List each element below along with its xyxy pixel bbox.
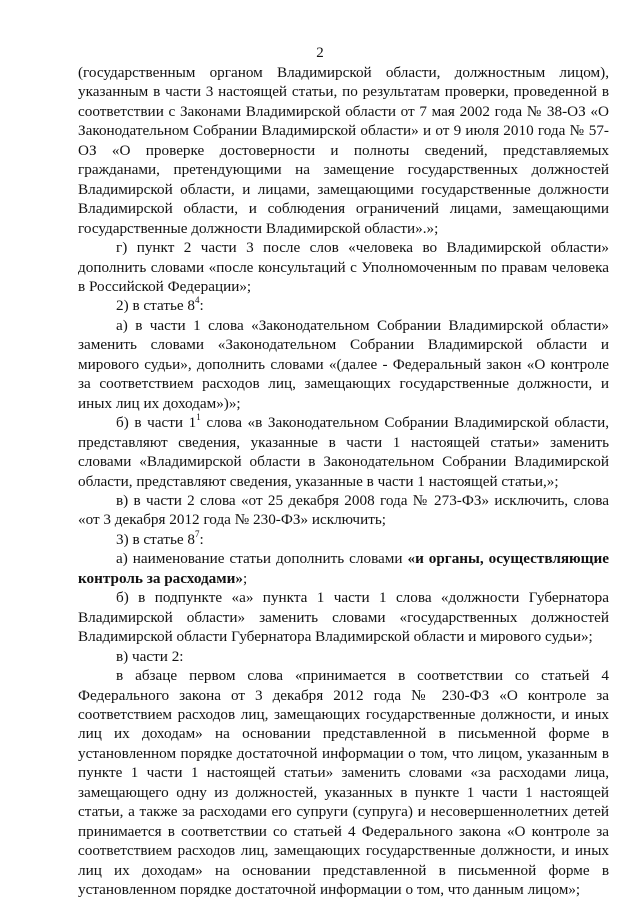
bold-insertion: «и органы, осуществляющие контроль за расходами» bbox=[78, 550, 609, 587]
paragraph-first-abzats: в абзаце первом слова «принимается в соответствии со статьей 4 Федерального закона от 3 декабря 2012 года № 230-ФЗ «О контроле за соответствием расходов лиц, замещающих государственные должности, и иных лиц их доходам» на основании представленной в письменной форме в установленном порядке достаточной информации о том, что лицом, указанным в пункте 1 части 1 настоящей статьи» заменить словами «за расходами лица, замещающего одну из должностей, указанных в пункте 1 части 1 настоящей статьи, а также за расходами его супруги (супруга) и несовершеннолетних детей принимается в соответствии со статьей 4 Федерального закона «О контроле за соответствием расходов лиц, замещающих государственные должности, и иных лиц их доходам» на основании представленной в письменной форме в установленном порядке достаточной информации о том, что данным лицом»; bbox=[78, 667, 609, 899]
paragraph-item-2a: а) в части 1 слова «Законодательном Собрании Владимирской области» заменить словами «Законодательном Собрании Владимирской области и мирового судьи», дополнить словами «(далее - Федеральный закон «О контроле за соответствием расходов лиц, замещающих государственные должности, и иных лиц их доходам»)»; bbox=[78, 316, 609, 412]
paragraph-item-2v: в) в части 2 слова «от 25 декабря 2008 года № 273-ФЗ» исключить, слова «от 3 декабря 2012 года № 230-ФЗ» исключить; bbox=[78, 491, 609, 529]
paragraph-continuation: (государственным органом Владимирской области, должностным лицом), указанным в части 3 настоящей статьи, по результатам проверки, проведенной в соответствии с Законами Владимирской области от 7 мая 2002 года № 38-ОЗ «О Законодательном Собрании Владимирской области» и от 9 июля 2010 года № 57-ОЗ «О проверке достоверности и полноты сведений, представляемых гражданами, претендующими на замещение государственных должностей Владимирской области, и лицами, замещающими государственные должности Владимирской области, и соблюдения ограничений лицами, замещающими государственные должности Владимирской области».»; bbox=[78, 64, 609, 237]
paragraph-item-3: 3) в статье $8^7$: bbox=[116, 528, 204, 548]
paragraph-item-3b: б) в подпункте «а» пункта 1 части 1 слова «должности Губернатора Владимирской области» заменить словами «государственных должностей Владимирской области Губернатора Владимирской области и мирового судьи»; bbox=[78, 589, 609, 646]
document-body bbox=[78, 63, 609, 899]
paragraph-item-3a: а) наименование статьи дополнить словами «и органы, осуществляющие контроль за расходами»; bbox=[78, 550, 609, 587]
paragraph-item-3v: в) части 2: bbox=[116, 647, 184, 665]
paragraph-item-g: г) пункт 2 части 3 после слов «человека во Владимирской области» дополнить словами «после консультаций с Уполномоченным по правам человека в Российской Федерации»; bbox=[78, 239, 609, 295]
page-number: 2 bbox=[316, 45, 324, 61]
paragraph-item-2b: б) в части $1^1$ слова «в Законодательном Собрании Владимирской области, представляют сведения, указанные в части 1 настоящей статьи» заменить словами «Владимирской области в Законодательном Собрании Владимирской области, представляют сведения, указанные в части 1 настоящей статьи,»; bbox=[78, 412, 609, 490]
paragraph-item-2: 2) в статье $8^4$: bbox=[116, 295, 204, 315]
